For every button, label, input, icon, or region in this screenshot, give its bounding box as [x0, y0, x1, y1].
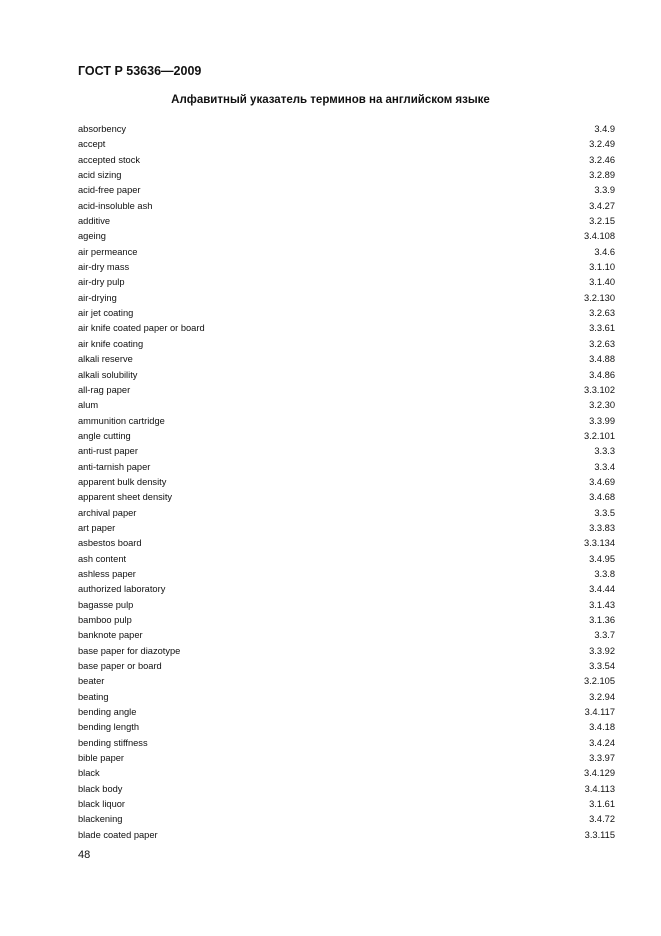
index-term: black body [78, 783, 123, 794]
index-term: acid-insoluble ash [78, 200, 153, 211]
index-entry [78, 291, 615, 306]
index-ref: 3.4.44 [589, 584, 615, 595]
index-ref: 3.1.43 [589, 599, 615, 610]
index-entry [78, 275, 615, 290]
index-entry [78, 766, 615, 781]
index-entry [78, 352, 615, 367]
index-ref: 3.3.3 [594, 446, 615, 457]
index-term: acid sizing [78, 170, 122, 181]
index-entry [78, 137, 615, 152]
index-ref: 3.3.54 [589, 661, 615, 672]
index-term: alum [78, 400, 99, 411]
index-ref: 3.4.117 [584, 707, 615, 718]
index-term: bending length [78, 722, 140, 733]
index-term: alkali reserve [78, 354, 133, 365]
index-entry [78, 229, 615, 244]
index-entry [78, 475, 615, 490]
index-term: bending stiffness [78, 737, 148, 748]
index-ref: 3.2.105 [583, 676, 615, 687]
index-entry [78, 659, 615, 674]
index-term: alkali solubility [78, 369, 138, 380]
index-term: art paper [78, 522, 116, 533]
index-ref: 3.3.92 [589, 645, 615, 656]
index-ref: 3.3.83 [589, 522, 615, 533]
index-ref: 3.2.130 [583, 292, 615, 303]
index-entry [78, 552, 615, 567]
index-ref: 3.1.10 [589, 262, 615, 273]
index-term: ashless paper [78, 568, 136, 579]
index-term: anti-rust paper [78, 446, 138, 457]
index-ref: 3.2.89 [589, 170, 615, 181]
index-ref: 3.4.129 [583, 768, 615, 779]
index-ref: 3.3.102 [583, 384, 615, 395]
index-entry [78, 598, 615, 613]
index-entry [78, 720, 615, 735]
index-ref: 3.3.4 [594, 461, 615, 472]
index-ref: 3.4.9 [594, 124, 615, 134]
index-term: absorbency [78, 124, 127, 134]
index-ref: 3.3.9 [594, 185, 615, 196]
index-ref: 3.1.36 [589, 615, 615, 625]
index-term: air jet coating [78, 308, 134, 319]
index-term: air knife coated paper or board [78, 323, 205, 334]
index-entry [78, 751, 615, 766]
index-entry [78, 812, 615, 827]
index-entry [78, 183, 615, 198]
index-ref: 3.4.95 [589, 553, 615, 564]
index-ref: 3.2.94 [589, 691, 615, 702]
index-entry [78, 536, 615, 551]
index-entry [78, 567, 615, 582]
index-term: all-rag paper [78, 384, 131, 395]
index-term: ageing [78, 231, 106, 242]
index-entry [78, 321, 615, 336]
index-entry [78, 122, 615, 137]
index-term: apparent sheet density [78, 492, 173, 503]
index-term: ammunition cartridge [78, 415, 165, 426]
index-entry [78, 214, 615, 229]
index-entry [78, 368, 615, 383]
index-entry [78, 414, 615, 429]
index-term: anti-tarnish paper [78, 461, 151, 472]
index-entry [78, 490, 615, 505]
index-ref: 3.4.6 [594, 246, 615, 257]
index-ref: 3.4.18 [589, 722, 615, 733]
index-ref: 3.4.27 [589, 200, 615, 211]
index-term: base paper or board [78, 661, 162, 672]
index-entry [78, 245, 615, 260]
term-index-list [78, 122, 615, 843]
index-term: accepted stock [78, 154, 141, 165]
index-term: ash content [78, 553, 127, 564]
index-ref: 3.1.61 [589, 799, 615, 810]
index-term: air-dry mass [78, 262, 130, 273]
index-term: accept [78, 139, 106, 150]
index-entry [78, 460, 615, 475]
index-ref: 3.3.7 [594, 630, 615, 641]
index-term: bagasse pulp [78, 599, 134, 610]
index-term: air-dry pulp [78, 277, 125, 288]
index-ref: 3.4.86 [589, 369, 615, 380]
index-ref: 3.2.46 [589, 154, 615, 165]
index-entry [78, 582, 615, 597]
index-ref: 3.4.69 [589, 476, 615, 487]
index-ref: 3.2.49 [589, 139, 615, 150]
index-term: angle cutting [78, 430, 131, 441]
document-code: ГОСТ Р 53636—2009 [78, 64, 202, 78]
index-entry [78, 337, 615, 352]
index-ref: 3.1.40 [589, 277, 615, 288]
index-term: bamboo pulp [78, 615, 132, 625]
index-ref: 3.4.24 [589, 737, 615, 748]
index-entry [78, 736, 615, 751]
index-term: acid-free paper [78, 185, 141, 196]
page-number: 48 [78, 849, 91, 861]
index-term: beater [78, 676, 105, 687]
index-term: blackening [78, 814, 123, 825]
index-ref: 3.4.88 [589, 354, 615, 365]
index-term: beating [78, 691, 109, 702]
index-term: blade coated paper [78, 829, 158, 840]
index-ref: 3.3.115 [584, 829, 615, 840]
index-term: bending angle [78, 707, 137, 718]
index-term: apparent bulk density [78, 476, 167, 487]
index-entry [78, 644, 615, 659]
index-entry [78, 306, 615, 321]
index-entry [78, 705, 615, 720]
index-ref: 3.2.30 [589, 400, 615, 411]
index-ref: 3.4.68 [589, 492, 615, 503]
index-entry [78, 521, 615, 536]
index-ref: 3.3.97 [589, 753, 615, 764]
index-ref: 3.3.5 [594, 507, 615, 518]
index-ref: 3.4.108 [583, 231, 615, 242]
index-entry [78, 398, 615, 413]
index-entry [78, 429, 615, 444]
index-entry [78, 168, 615, 183]
index-ref: 3.2.15 [589, 216, 615, 227]
index-title: Алфавитный указатель терминов на английском языке [171, 94, 490, 106]
index-ref: 3.3.61 [589, 323, 615, 334]
index-ref: 3.3.8 [594, 568, 615, 579]
index-entry [78, 444, 615, 459]
index-ref: 3.3.99 [589, 415, 615, 426]
index-entry [78, 613, 615, 628]
index-term: black [78, 768, 100, 779]
index-ref: 3.2.63 [589, 338, 615, 349]
index-ref: 3.4.72 [589, 814, 615, 825]
index-term: air-drying [78, 292, 117, 303]
index-term: black liquor [78, 799, 126, 810]
index-term: banknote paper [78, 630, 143, 641]
index-ref: 3.3.134 [583, 538, 615, 549]
index-term: asbestos board [78, 538, 142, 549]
index-term: air knife coating [78, 338, 144, 349]
index-entry [78, 797, 615, 812]
index-term: bible paper [78, 753, 125, 764]
index-entry [78, 828, 615, 843]
index-term: additive [78, 216, 111, 227]
index-entry [78, 153, 615, 168]
index-term: air permeance [78, 246, 138, 257]
index-entry [78, 260, 615, 275]
index-term: authorized laboratory [78, 584, 166, 595]
index-ref: 3.2.101 [583, 430, 615, 441]
index-entry [78, 674, 615, 689]
index-ref: 3.4.113 [584, 783, 615, 794]
index-entry [78, 628, 615, 643]
index-term: archival paper [78, 507, 137, 518]
index-entry [78, 782, 615, 797]
index-ref: 3.2.63 [589, 308, 615, 319]
index-entry [78, 383, 615, 398]
index-entry [78, 506, 615, 521]
index-entry [78, 199, 615, 214]
index-entry [78, 690, 615, 705]
index-term: base paper for diazotype [78, 645, 181, 656]
